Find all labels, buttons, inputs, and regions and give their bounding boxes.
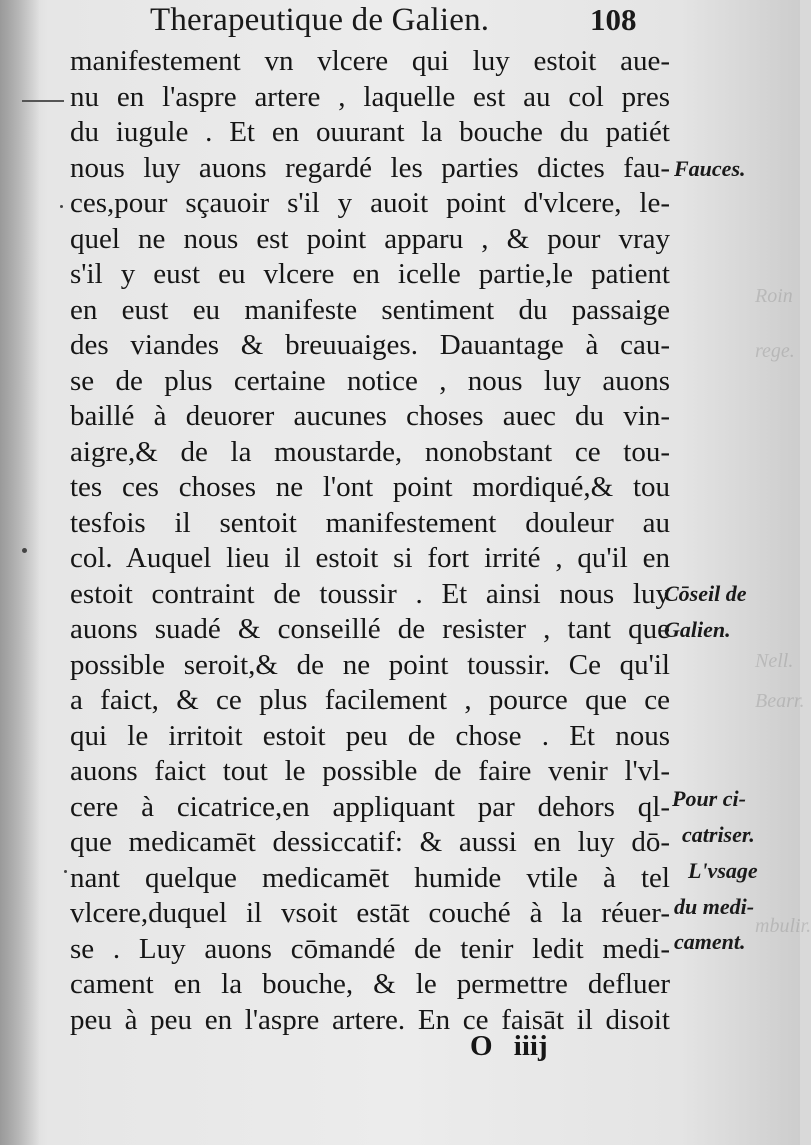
text-line: se . Luy auons cōmandé de tenir ledit medi- — [70, 932, 670, 965]
page-number: 108 — [590, 2, 637, 37]
gutter-shadow — [0, 0, 40, 1145]
bleed-glyph: rege. — [755, 340, 795, 362]
text-line: nu en l'aspre artere , laquelle est au col pres — [70, 80, 670, 113]
text-line: vlcere,duquel il vsoit estāt couché à la réuer- — [70, 897, 670, 929]
signature-mark: O iiij — [470, 1030, 548, 1062]
bleed-glyph: Bearr. — [755, 690, 805, 712]
margin-note-line: Cōseil de — [664, 581, 747, 606]
margin-note-line: L'vsage — [688, 858, 758, 883]
text-line: quel ne nous est point apparu , & pour vray — [70, 222, 670, 255]
text-line: a faict, & ce plus facilement , pource que ce — [70, 684, 670, 716]
text-line: auons faict tout le possible de faire venir l'vl- — [70, 755, 670, 787]
text-line: cament en la bouche, & le permettre defluer — [70, 968, 670, 1000]
margin-note-line: Fauces. — [674, 156, 746, 181]
bleed-glyph: mbulir. — [755, 915, 811, 937]
text-line: col. Auquel lieu il estoit si fort irrité , qu'il en — [70, 542, 670, 574]
margin-rule-mark — [22, 100, 64, 102]
text-line: s'il y eust eu vlcere en icelle partie,le patient — [70, 258, 670, 290]
text-line: ces,pour sçauoir s'il y auoit point d'vlcere, le- — [70, 187, 670, 219]
text-line: se de plus certaine notice , nous luy auons — [70, 364, 670, 397]
text-line: en eust eu manifeste sentiment du passaige — [70, 293, 670, 326]
bleed-glyph: Roin — [755, 285, 793, 307]
margin-note-line: du medi- — [674, 893, 755, 919]
text-line: cere à cicatrice,en appliquant par dehors ql- — [70, 790, 670, 823]
text-line: aigre,& de la moustarde, nonobstant ce tou- — [70, 435, 670, 468]
text-line: baillé à deuorer aucunes choses auec du vin- — [70, 400, 670, 432]
text-line: que medicamēt dessiccatif: & aussi en luy dō- — [70, 826, 670, 858]
margin-dot — [64, 870, 67, 873]
text-line: peu à peu en l'aspre artere. En ce faisāt il disoit — [70, 1003, 670, 1036]
margin-note-line: catriser. — [682, 821, 755, 847]
text-line: tesfois il sentoit manifestement douleur au — [70, 506, 670, 539]
running-title: Therapeutique de Galien. — [150, 2, 490, 38]
margin-note-line: Galien. — [664, 616, 731, 642]
bleed-glyph: Nell. — [755, 650, 794, 672]
text-line: auons suadé & conseillé de resister , tant que — [70, 613, 670, 645]
text-line: des viandes & breuuaiges. Dauantage à cau- — [70, 329, 670, 361]
margin-dot — [60, 205, 63, 208]
body-text — [70, 44, 670, 1038]
text-line: possible seroit,& de ne point toussir. Ce qu'il — [70, 648, 670, 681]
margin-note-line: Pour ci- — [672, 786, 746, 811]
text-line: estoit contraint de toussir . Et ainsi nous luy — [70, 577, 670, 610]
text-line: nant quelque medicamēt humide vtile à tel — [70, 861, 670, 894]
text-line: tes ces choses ne l'ont point mordiqué,& tou — [70, 471, 670, 503]
text-line: manifestement vn vlcere qui luy estoit aue- — [70, 45, 670, 77]
bleed-through — [660, 0, 811, 1145]
running-header — [150, 2, 670, 46]
margin-note-line: cament. — [674, 929, 746, 954]
text-line: nous luy auons regardé les parties dictes fau- — [70, 151, 670, 184]
text-line: qui le irritoit estoit peu de chose . Et nous — [70, 719, 670, 752]
margin-dot — [22, 548, 27, 553]
text-line: du iugule . Et en ouurant la bouche du patiét — [70, 116, 670, 148]
